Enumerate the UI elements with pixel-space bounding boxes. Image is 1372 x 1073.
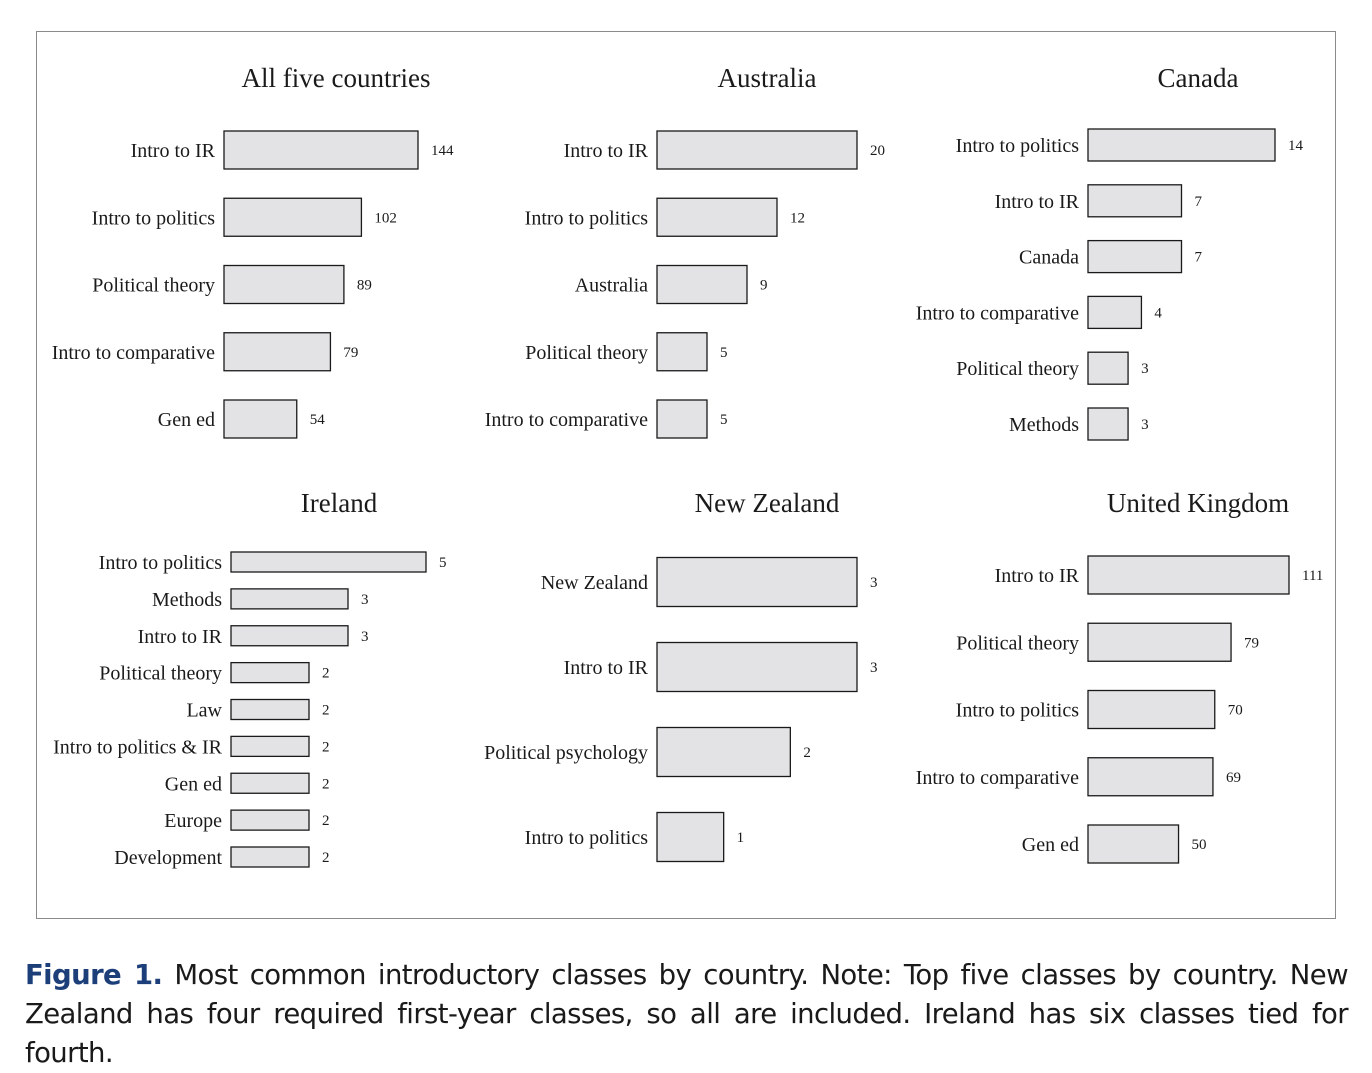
value-label: 5 — [720, 344, 728, 361]
figure-caption — [25, 956, 1348, 1073]
panel-title: New Zealand — [694, 488, 840, 518]
bar — [657, 266, 747, 304]
bar — [231, 810, 309, 830]
value-label: 4 — [1154, 305, 1162, 322]
caption-label: Figure 1. — [25, 959, 163, 991]
bar — [224, 131, 418, 169]
value-label: 7 — [1194, 249, 1202, 266]
category-label: Australia — [574, 274, 648, 297]
category-label: Intro to IR — [563, 657, 648, 679]
value-label: 89 — [356, 277, 372, 294]
category-label: Intro to IR — [130, 140, 215, 162]
bar — [1088, 241, 1182, 273]
value-label: 1 — [736, 830, 745, 846]
bar — [224, 400, 297, 438]
category-label: Political theory — [92, 274, 215, 297]
bar — [224, 333, 330, 371]
category-label: Intro to comparative — [915, 302, 1079, 325]
bar — [231, 626, 348, 646]
bar — [231, 736, 309, 756]
caption-line-2: Zealand has four required first-year classes, so all are included. Ireland has six classes tied for fourth. — [25, 998, 1348, 1069]
bar — [224, 198, 361, 236]
chart-panel-3 — [916, 63, 1304, 440]
category-label: Political psychology — [484, 742, 648, 764]
category-label: Intro to politics — [955, 135, 1079, 157]
value-label: 14 — [1288, 138, 1303, 154]
category-label: Intro to comparative — [51, 341, 215, 364]
caption-text-1: Most common introductory classes by country. Note: Top five classes by country. New — [174, 959, 1348, 991]
category-label: Intro to politics — [91, 207, 215, 230]
category-label: Political theory — [956, 358, 1079, 381]
category-label: Intro to IR — [137, 625, 222, 648]
value-label: 2 — [322, 813, 330, 830]
category-label: Europe — [164, 810, 222, 833]
value-label: 2 — [322, 702, 330, 719]
chart-panel-5 — [484, 488, 877, 862]
panel-title: All five countries — [241, 63, 431, 93]
value-label: 79 — [1244, 635, 1260, 652]
value-label: 12 — [790, 210, 805, 227]
value-label: 70 — [1227, 702, 1243, 719]
category-label: New Zealand — [540, 572, 648, 594]
bar — [657, 813, 724, 862]
bar — [1088, 296, 1141, 328]
category-label: Intro to IR — [563, 140, 648, 162]
bar — [657, 558, 857, 607]
category-label: Intro to politics — [524, 827, 648, 849]
bar — [657, 400, 707, 438]
value-label: 9 — [760, 277, 768, 294]
value-label: 3 — [870, 660, 878, 676]
bar — [657, 198, 777, 236]
value-label: 2 — [322, 665, 330, 682]
bar — [231, 773, 309, 793]
value-label: 5 — [720, 412, 728, 428]
value-label: 102 — [374, 210, 397, 227]
value-label: 50 — [1191, 837, 1207, 853]
value-label: 2 — [322, 739, 330, 756]
category-label: Political theory — [525, 341, 648, 364]
value-label: 5 — [439, 555, 447, 571]
category-label: Canada — [1019, 246, 1079, 269]
panel-title: Ireland — [300, 488, 378, 518]
value-label: 79 — [343, 344, 359, 361]
value-label: 69 — [1225, 769, 1241, 786]
category-label: Intro to IR — [994, 565, 1079, 587]
value-label: 54 — [309, 412, 325, 428]
category-label: Intro to comparative — [915, 766, 1079, 789]
bar — [231, 589, 348, 609]
chart-panel-1 — [52, 63, 454, 438]
bar — [231, 663, 309, 683]
category-label: Methods — [152, 588, 222, 611]
value-label: 20 — [870, 143, 885, 159]
category-label: Intro to politics & IR — [53, 736, 222, 759]
panel-title: Australia — [717, 63, 817, 93]
chart-panel-2 — [485, 63, 885, 438]
bar — [1088, 129, 1275, 161]
category-label: Intro to IR — [994, 190, 1079, 213]
bar — [1088, 408, 1128, 440]
panel-title: United Kingdom — [1106, 488, 1290, 518]
value-label: 3 — [1141, 361, 1149, 378]
bar — [1088, 623, 1231, 661]
bar — [1088, 758, 1213, 796]
bar — [231, 552, 426, 572]
category-label: Political theory — [99, 662, 222, 685]
category-label: Law — [186, 699, 222, 722]
category-label: Political theory — [956, 632, 1079, 655]
caption-line-1 — [25, 956, 1348, 995]
category-label: Intro to politics — [524, 207, 648, 230]
value-label: 144 — [431, 143, 454, 159]
bar — [224, 266, 344, 304]
panel-title: Canada — [1157, 63, 1239, 93]
value-label: 2 — [322, 850, 330, 866]
value-label: 3 — [361, 591, 369, 608]
bar — [657, 643, 857, 692]
value-label: 3 — [870, 575, 878, 591]
value-label: 7 — [1194, 193, 1202, 210]
category-label: Intro to politics — [98, 552, 222, 574]
bar — [657, 728, 790, 777]
bar — [1088, 691, 1215, 729]
bar — [1088, 556, 1289, 594]
bar — [1088, 352, 1128, 384]
chart-panel-4 — [53, 488, 446, 869]
value-label: 111 — [1302, 568, 1324, 584]
category-label: Development — [114, 847, 222, 869]
category-label: Gen ed — [164, 773, 222, 796]
value-label: 2 — [322, 776, 330, 793]
value-label: 2 — [803, 745, 811, 761]
category-label: Gen ed — [157, 409, 215, 431]
bar — [231, 847, 309, 867]
category-label: Methods — [1009, 414, 1079, 436]
bar — [657, 131, 857, 169]
value-label: 3 — [361, 628, 369, 645]
category-label: Intro to comparative — [484, 409, 648, 431]
bar — [657, 333, 707, 371]
bar — [1088, 825, 1179, 863]
bar — [1088, 185, 1182, 217]
bar — [231, 700, 309, 720]
value-label: 3 — [1141, 417, 1149, 433]
category-label: Intro to politics — [955, 699, 1079, 722]
category-label: Gen ed — [1021, 834, 1079, 856]
chart-panel-6 — [916, 488, 1324, 863]
